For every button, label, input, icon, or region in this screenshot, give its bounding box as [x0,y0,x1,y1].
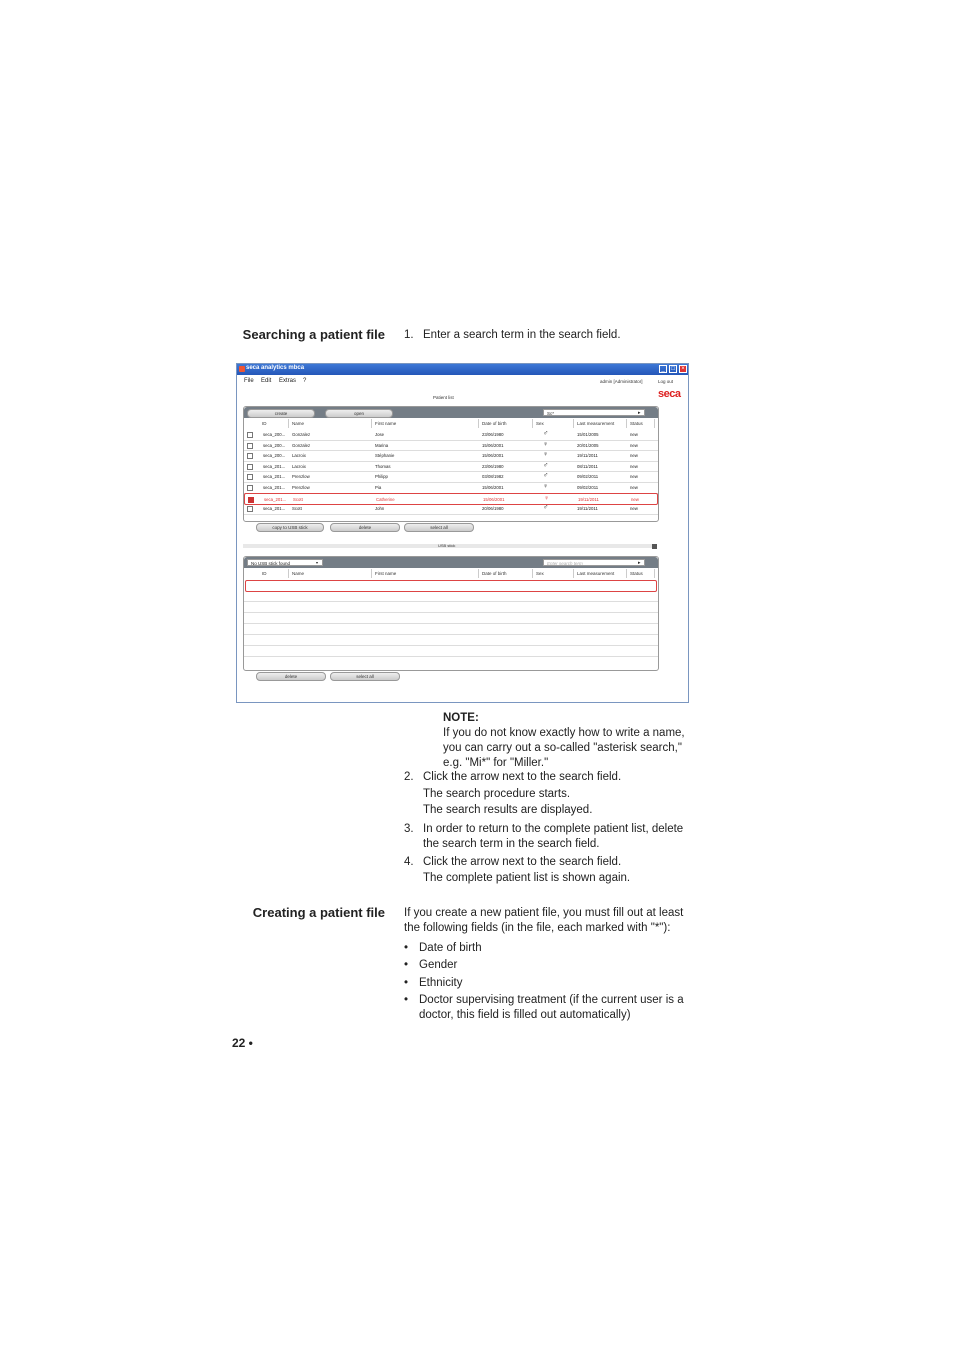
cell-sex: ♀ [543,451,549,459]
cell-status: new [630,453,638,459]
step-4-result: The complete patient list is shown again. [423,872,631,884]
usb-search-arrow-icon[interactable]: ▸ [638,560,641,566]
cell-first: John [375,506,385,512]
cell-name: Prenzlow [292,485,310,490]
empty-row-line [244,601,658,602]
cell-first: Philipp [375,474,388,480]
cell-dob: 23/06/1980 [482,463,504,469]
row-checkbox[interactable] [247,506,253,512]
cell-id: seca_201... [263,463,286,469]
usb-stick-label: USB stick [438,543,456,548]
step-3-text: In order to return to the complete patient list, delete the search term in the search field. [423,823,684,850]
table-row[interactable] [244,482,658,494]
bullet-doctor: Doctor supervising treatment (if the current user is a doctor, this field is filled out automatically) [419,994,684,1021]
cell-id: seca_201... [264,496,287,502]
row-checkbox[interactable] [248,497,254,503]
search-input[interactable]: Sc* [543,409,645,416]
cell-id: seca_200... [263,442,286,448]
note-text: If you do not know exactly how to write a name, you can carry out a so-called "asterisk search," e.g. "Mi*" for "Miller." [443,727,685,769]
row-checkbox[interactable] [247,453,253,459]
menu-help[interactable]: ? [303,378,307,384]
empty-row-line [244,645,658,646]
cell-last: 15/01/2005 [577,432,599,437]
row-checkbox[interactable] [247,474,253,480]
create-button[interactable]: create [247,409,315,418]
usb-column-header-first-name[interactable]: First name [372,569,479,578]
empty-row-line [244,612,658,613]
cell-id: seca_201... [263,485,286,490]
app-icon [239,366,245,372]
usb-column-header-dob[interactable]: Date of birth [479,569,533,578]
cell-sex: ♀ [543,440,549,448]
bullet-marker: • [404,994,409,1006]
column-header-last-measurement[interactable]: Last measurement [574,419,627,428]
section-title-creating: Creating a patient file [252,905,385,920]
usb-delete-button[interactable]: delete [256,672,326,681]
usb-column-header-sex[interactable]: Sex [533,569,574,578]
column-header-sex[interactable]: Sex [533,419,574,428]
empty-row-line [244,623,658,624]
section-title-searching: Searching a patient file [242,327,385,342]
cell-status: new [630,442,638,448]
step-3-number: 3. [404,823,414,835]
bullet-marker: • [404,959,409,971]
row-checkbox[interactable] [247,464,253,470]
view-title: Patient list [433,395,454,400]
step-4-text: Click the arrow next to the search field. [423,856,622,868]
seca-logo: seca [658,388,681,400]
cell-status: new [630,485,638,490]
cell-last: 09/02/2011 [577,474,599,480]
bullet-date-of-birth: Date of birth [419,942,482,954]
cell-id: seca_201... [263,474,286,480]
cell-status: new [630,474,638,480]
column-header-status[interactable]: Status [627,419,655,428]
step-1-number: 1. [404,329,414,341]
usb-select-all-button[interactable]: select all [330,672,400,681]
step-2-result-1: The search procedure starts. [423,788,571,800]
menu-file[interactable]: File [244,378,254,384]
cell-first: Thomas [375,463,391,469]
cell-name: Prenzlow [292,474,310,480]
cell-dob: 15/06/2001 [483,496,505,502]
window-title: seca analytics mbca [246,365,305,371]
chevron-down-icon[interactable]: ▾ [316,560,319,565]
cell-first: Stéphanie [375,453,395,459]
search-arrow-icon[interactable]: ▸ [638,410,641,416]
cell-name: Lacroix [292,453,306,459]
usb-column-header-name[interactable]: Name [289,569,372,578]
cell-last: 08/11/2011 [577,463,598,469]
cell-dob: 15/06/2001 [482,485,504,490]
cell-last: 09/02/2011 [577,485,599,490]
cell-status: new [631,496,639,502]
column-header-id[interactable]: ID [259,419,289,428]
cell-dob: 03/08/1982 [482,474,504,480]
menu-extras[interactable]: Extras [279,378,297,384]
column-header-dob[interactable]: Date of birth [479,419,533,428]
bullet-gender: Gender [419,959,458,971]
bullet-marker: • [404,942,409,954]
cell-id: seca_200... [263,432,286,437]
cell-first: Pia [375,485,382,490]
collapse-icon[interactable] [652,544,657,549]
cell-sex: ♂ [543,461,549,469]
step-2-text: Click the arrow next to the search field. [423,771,622,783]
cell-last: 19/11/2011 [577,506,598,512]
empty-row-line [244,634,658,635]
usb-column-header-id[interactable]: ID [259,569,289,578]
menu-edit[interactable]: Edit [261,378,272,384]
delete-button[interactable]: delete [330,523,400,532]
column-header-name[interactable]: Name [289,419,372,428]
usb-search-input[interactable]: Enter search term [543,559,645,566]
note-title: NOTE: [443,712,479,724]
usb-column-header-last-measurement[interactable]: Last measurement [574,569,627,578]
cell-sex: ♂ [543,504,549,512]
table-row[interactable] [244,503,658,515]
cell-status: new [630,506,638,512]
cell-dob: 23/06/1980 [482,432,504,437]
logout-link[interactable]: Log out [658,379,674,384]
usb-column-header-status[interactable]: Status [627,569,655,578]
select-all-button[interactable]: select all [404,523,474,532]
cell-sex: ♂ [543,430,549,437]
cell-status: new [630,463,638,469]
bullet-marker: • [404,977,409,989]
cell-last: 20/01/2005 [577,442,599,448]
cell-first: Marina [375,442,389,448]
window-titlebar [237,364,688,375]
menu-bar [237,376,688,386]
cell-name: Lacroix [292,463,306,469]
bullet-ethnicity: Ethnicity [419,977,463,989]
step-2-result-2: The search results are displayed. [423,804,593,816]
patient-table-body [244,429,658,515]
cell-name: Gonzalez [292,442,311,448]
cell-status: new [630,432,638,437]
app-screenshot-window [236,363,689,703]
row-checkbox[interactable] [247,443,253,449]
cell-sex: ♀ [543,483,549,490]
cell-name: Scott [293,496,303,502]
usb-list-panel [243,556,659,671]
minimize-icon[interactable]: _ [659,365,667,373]
cell-first: Catherine [376,496,395,502]
cell-dob: 20/06/1980 [482,506,504,512]
page-number: 22 • [232,1036,253,1050]
cell-first: Jose [375,432,385,437]
cell-name: Scott [292,506,302,512]
step-2-number: 2. [404,771,414,783]
row-checkbox[interactable] [247,485,253,491]
column-header-first-name[interactable]: First name [372,419,479,428]
row-checkbox[interactable] [247,432,253,438]
cell-last: 19/11/2011 [578,496,599,502]
cell-dob: 15/06/2001 [482,442,504,448]
cell-last: 19/11/2011 [577,453,598,459]
cell-id: seca_201... [263,506,286,512]
step-1-text: Enter a search term in the search field. [423,329,621,341]
empty-row-line [244,656,658,657]
usb-device-select[interactable]: No USB stick found [247,559,323,566]
current-user: admin [Administrator] [600,379,643,384]
cell-sex: ♂ [543,472,549,480]
open-button[interactable]: open [325,409,393,418]
usb-selected-row[interactable] [245,580,657,592]
section-2-intro: If you create a new patient file, you must fill out at least the following fields (in the file, each marked with "*"): [404,907,684,934]
maximize-icon[interactable]: □ [669,365,677,373]
cell-name: Gonzalez [292,432,311,437]
close-icon[interactable]: × [679,365,687,373]
cell-dob: 15/06/2001 [482,453,504,459]
cell-sex: ♀ [544,494,550,502]
cell-id: seca_200... [263,453,286,459]
step-4-number: 4. [404,856,414,868]
patient-list-panel [243,406,659,522]
copy-to-usb-button[interactable]: copy to USB stick [256,523,324,532]
